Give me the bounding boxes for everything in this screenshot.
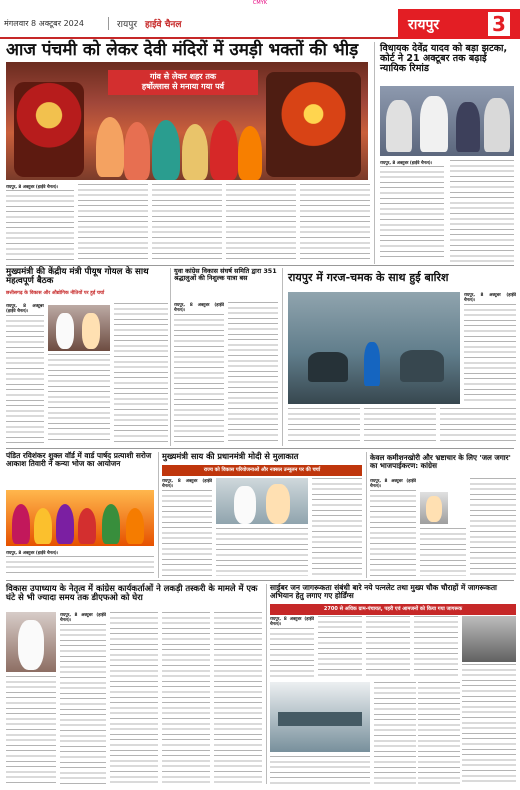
- cyber-headline: साईबर जन जागरूकता संबंधी बारे नये पत्नलेट तथा मुख्य चौक चौराहों में जागरूकता अभियान हेतु लगाए गए होर्डिंग्स: [270, 583, 497, 600]
- vikas-headline: विकास उपाध्याय के नेतृत्व में कांग्रेस कार्यकर्ताओं ने लकड़ी तस्करी के मामले में एक घंटे से भी ज्यादा समय तक डीएफओ को घेरा: [6, 583, 258, 602]
- lead-body-col3: [152, 184, 222, 262]
- cyber-photo-seminar: [462, 616, 516, 662]
- pm-body-col1: [162, 478, 212, 576]
- pandit-body-col1: [6, 550, 154, 576]
- body-text-lines: [464, 304, 516, 404]
- side-story-headline: विधायक देवेंद्र यादव को बड़ा झटका, कोर्ट ने 21 अक्टूबर तक बढ़ाई न्यायिक रिमांड: [380, 43, 508, 74]
- jal-headline: केवल कमीशनखोरी और भ्रष्टाचार के लिए 'जल जगार' का भाजपाईकरण: कांग्रेस: [370, 453, 511, 470]
- vikas-body-col2: [110, 612, 158, 784]
- rain-body-col3: [364, 408, 436, 444]
- rain-dateline: रायपुर, 8 अक्टूबर (हाईवे चैनल)।: [464, 292, 516, 303]
- person-figure: [82, 313, 100, 349]
- youth-body-col2: [228, 302, 278, 444]
- person-figure: [12, 504, 30, 544]
- person-figure: [456, 102, 480, 152]
- side-story-body-col2: [450, 160, 514, 262]
- pandit-headline: पंडित रविशंकर शुक्ल वॉर्ड में वार्ड पार्षद प्रत्याशी सरोज आकाश तिवारी ने कन्या भोज का आयोजन: [6, 451, 152, 468]
- masthead-bar: [0, 9, 520, 39]
- goyal-subhead: छत्तीसगढ़ के विकास और औद्योगिक नीतियों पर हुई चर्चा: [6, 291, 105, 296]
- section-name: रायपुर: [408, 16, 440, 33]
- vikas-photo: [6, 612, 56, 672]
- vikas-body-col4: [214, 612, 262, 784]
- column-divider: [266, 584, 267, 784]
- goyal-body-col1: [6, 303, 44, 443]
- body-text-lines: [60, 624, 106, 784]
- goyal-headline: मुख्यमंत्री की केंद्रीय मंत्री पीयूष गोयल के साथ महत्वपूर्ण बैठक: [6, 267, 149, 287]
- body-text-lines: [6, 556, 154, 574]
- cyber-body-col2: [318, 616, 362, 678]
- body-text-lines: [380, 166, 444, 258]
- lead-headline: आज पंचमी को लेकर देवी मंदिरों में उमड़ी भक्तों की भीड़: [6, 40, 359, 60]
- section-divider: [6, 448, 514, 449]
- cyber-body-col1: [270, 616, 314, 678]
- youth-body-col1: [174, 302, 224, 444]
- meeting-table: [278, 712, 362, 726]
- vikas-body-col0: [6, 676, 56, 784]
- rain-body-col2: [288, 408, 360, 444]
- umbrella-person: [364, 342, 380, 386]
- cyber-body-col7: [374, 682, 416, 784]
- column-divider: [282, 268, 283, 446]
- goyal-body-col3: [114, 303, 168, 443]
- pm-dateline: रायपुर, 8 अक्टूबर (हाईवे चैनल)।: [162, 478, 212, 489]
- person-figure: [266, 484, 290, 524]
- pm-subhead: राज्य को विकास परियोजनाओं और नक्सल उन्मूलन पर की चर्चा: [162, 465, 362, 476]
- person-figure: [56, 504, 74, 544]
- section-divider: [6, 265, 514, 266]
- vikas-dateline: रायपुर, 8 अक्टूबर (हाईवे चैनल)।: [60, 612, 106, 623]
- cyber-subhead: 2700 से अधिक ग्राम-पंचायत, पहरी एवं आमजनों को किया गया जागरूक: [270, 604, 516, 615]
- pandit-dateline: रायपुर, 8 अक्टूबर (हाईवे चैनल)।: [6, 550, 59, 555]
- vehicle-shape: [400, 350, 444, 382]
- vikas-body-col1: [60, 612, 106, 784]
- devotee-figure: [96, 117, 124, 177]
- jal-body-col3: [470, 478, 516, 576]
- person-figure: [34, 508, 52, 544]
- cyber-photo-meeting: [270, 682, 370, 752]
- side-story-body-col1: [380, 160, 444, 262]
- issue-date: मंगलवार 8 अक्टूबर 2024: [4, 18, 84, 28]
- cyber-body-col5: [462, 664, 516, 784]
- edition-city: रायपुर: [108, 17, 145, 30]
- column-divider: [374, 42, 375, 264]
- lead-banner-line2: हर्षोल्लास से मनाया गया पर्व: [141, 82, 225, 92]
- goyal-photo: [48, 305, 110, 351]
- column-divider: [158, 452, 159, 578]
- cyber-body-col8: [418, 682, 460, 784]
- section-header: [398, 9, 520, 39]
- lead-banner-line1: गांव से लेकर शहर तक: [149, 72, 217, 81]
- devotee-figure: [124, 122, 150, 180]
- devotee-figure: [210, 120, 238, 180]
- youth-dateline: रायपुर, 8 अक्टूबर (हाईवे चैनल)।: [174, 302, 224, 313]
- body-text-lines: [6, 315, 44, 443]
- rain-photo: [288, 292, 460, 404]
- pandit-photo: [6, 490, 154, 546]
- person-figure: [56, 313, 74, 349]
- rain-headline: रायपुर में गरज-चमक के साथ हुई बारिश: [288, 271, 449, 284]
- section-divider: [6, 580, 514, 581]
- person-figure: [484, 98, 510, 152]
- rain-body-col4: [440, 408, 516, 444]
- lead-body-col1: [6, 184, 74, 262]
- body-text-lines: [162, 490, 212, 576]
- side-story-dateline: रायपुर, 8 अक्टूबर (हाईवे चैनल)।: [380, 160, 433, 165]
- jal-body-col1: [370, 478, 416, 576]
- lead-body-col2: [78, 184, 148, 262]
- lead-body-col4: [226, 184, 296, 262]
- pm-photo: [216, 478, 308, 524]
- cyber-body-col4: [414, 616, 458, 678]
- person-figure: [420, 96, 448, 152]
- youth-headline: युवा कांग्रेस विकास संघर्ष समिति द्वारा 351 श्रद्धालुओं की निशुल्क यात्रा बस: [174, 267, 277, 282]
- lead-body-col5: [300, 184, 370, 262]
- body-text-lines: [174, 314, 224, 444]
- body-text-lines: [370, 490, 416, 576]
- jal-dateline: रायपुर, 8 अक्टूबर (हाईवे चैनल)।: [370, 478, 416, 489]
- person-figure: [426, 496, 442, 522]
- column-divider: [170, 268, 171, 446]
- body-text-lines: [6, 190, 74, 260]
- lead-banner: [108, 70, 258, 95]
- pm-body-col3: [312, 478, 362, 576]
- person-figure: [126, 508, 144, 544]
- jal-photo: [420, 492, 448, 524]
- devotee-figure: [152, 120, 180, 180]
- devotee-figure: [238, 126, 262, 180]
- goyal-body-col2: [48, 354, 110, 444]
- lead-dateline: रायपुर, 8 अक्टूबर (हाईवे चैनल)।: [6, 184, 59, 189]
- devotee-figure: [182, 124, 208, 180]
- page-number: 3: [488, 12, 510, 36]
- side-story-photo: [380, 86, 514, 156]
- temple-idol: [266, 72, 361, 177]
- deity-figure: [14, 82, 84, 177]
- person-figure: [78, 508, 96, 544]
- person-figure: [102, 504, 120, 544]
- person-figure: [386, 100, 412, 152]
- person-figure: [234, 486, 256, 524]
- masthead-left: [0, 9, 398, 39]
- cyber-body-col6: [270, 756, 370, 784]
- print-mark: CMYK: [252, 0, 268, 6]
- goyal-dateline: रायपुर, 8 अक्टूबर (हाईवे चैनल)।: [6, 303, 44, 314]
- pm-body-col2: [216, 528, 308, 576]
- column-divider: [366, 452, 367, 578]
- jal-body-col2: [420, 528, 466, 576]
- cyber-body-col3: [366, 616, 410, 678]
- person-figure: [18, 620, 44, 670]
- body-text-lines: [270, 628, 314, 678]
- rain-body-col1: [464, 292, 516, 404]
- vikas-body-col3: [162, 612, 210, 784]
- pm-headline: मुख्यमंत्री साय की प्रधानमंत्री मोदी से मुलाकात: [162, 451, 299, 461]
- cyber-dateline: रायपुर, 8 अक्टूबर (हाईवे चैनल)।: [270, 616, 314, 627]
- vehicle-shape: [308, 352, 348, 382]
- newspaper-brand: हाईवे चैनल: [145, 19, 182, 30]
